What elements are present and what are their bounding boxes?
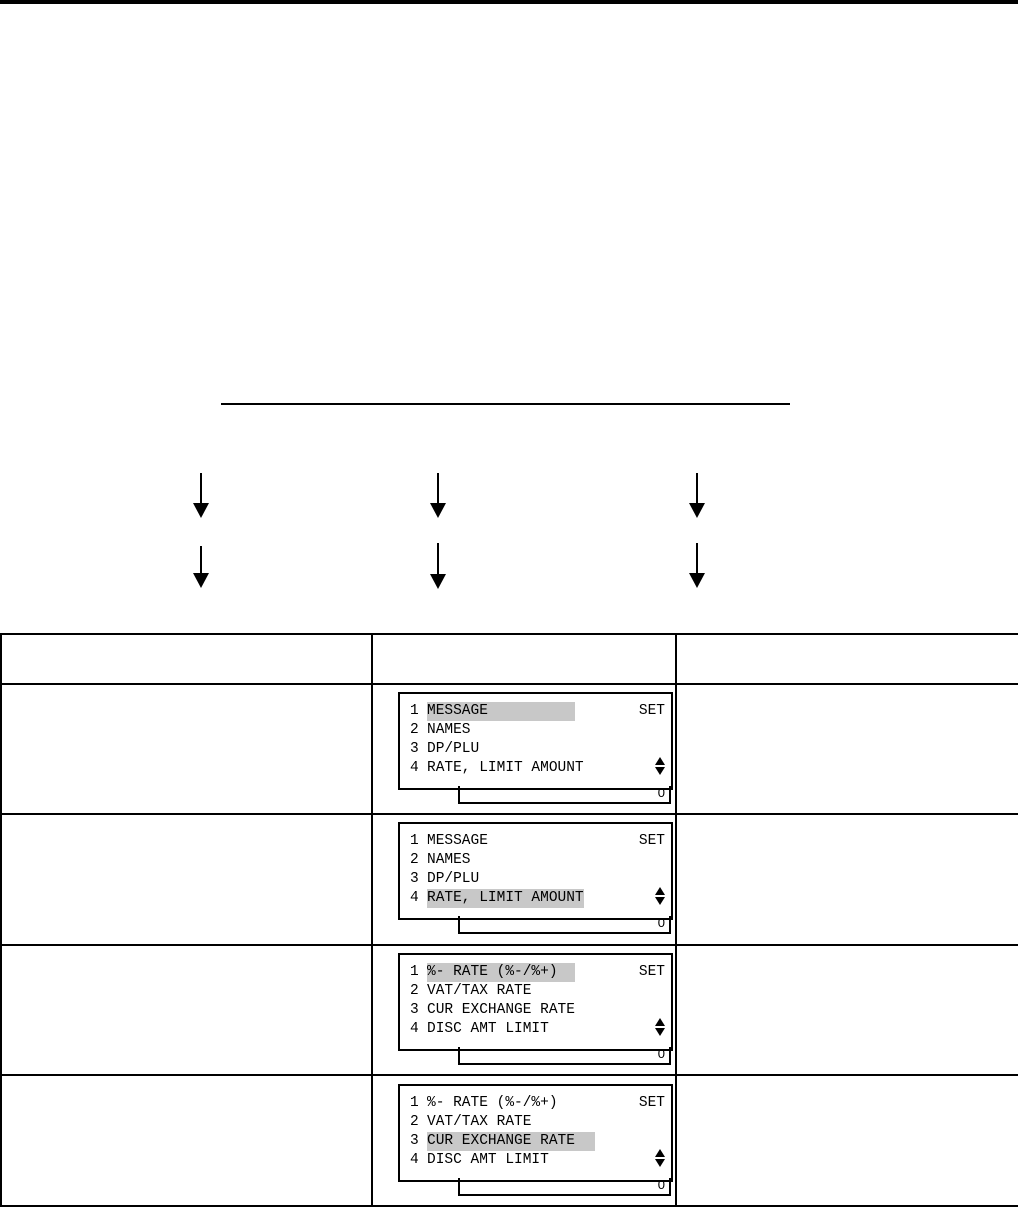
procedure-cell — [1, 684, 372, 815]
lcd-line: 1 %- RATE (%-/%+) — [410, 1094, 558, 1111]
display-cell — [372, 945, 676, 1076]
lcd-line: 3 DP/PLU — [410, 740, 480, 757]
lcd-input-box — [458, 916, 671, 934]
set-label: SET — [638, 1094, 665, 1111]
set-label: SET — [638, 964, 665, 981]
lcd-line: 1 MESSAGE — [410, 702, 575, 721]
procedure-table — [0, 633, 1018, 1207]
lcd-line: 3 CUR EXCHANGE RATE — [410, 1002, 575, 1019]
lcd-line: 2 VAT/TAX RATE — [410, 1113, 532, 1130]
table-header-row — [1, 634, 1018, 684]
set-label: SET — [638, 833, 665, 850]
procedure-cell — [1, 1075, 372, 1206]
lcd-input-box — [458, 786, 671, 804]
down-arrow-icon — [689, 473, 705, 518]
lcd-line: 3 DP/PLU — [410, 871, 480, 888]
section-rule — [221, 403, 790, 405]
lcd-screen — [398, 953, 673, 1051]
lcd-screen — [398, 1084, 673, 1182]
display-cell — [372, 1075, 676, 1206]
lcd-line: 1 MESSAGE — [410, 833, 488, 850]
set-label: SET — [638, 702, 665, 719]
lcd-screen — [398, 822, 673, 920]
down-arrow-icon — [193, 473, 209, 518]
lcd-display — [398, 1084, 673, 1198]
input-count: 0 — [657, 784, 665, 800]
lcd-line: 4 RATE, LIMIT AMOUNT — [410, 890, 584, 907]
display-cell — [372, 814, 676, 945]
header-cell — [676, 634, 1018, 684]
top-rule — [0, 0, 1018, 4]
up-down-scroll-icon — [655, 1018, 665, 1036]
lcd-display — [398, 822, 673, 936]
up-down-scroll-icon — [655, 1149, 665, 1167]
header-cell — [372, 634, 676, 684]
lcd-line: 1 %- RATE (%-/%+) — [410, 963, 575, 982]
procedure-cell — [1, 814, 372, 945]
lcd-screen — [398, 692, 673, 790]
lcd-line: 2 NAMES — [410, 852, 471, 869]
lcd-line: 4 DISC AMT LIMIT — [410, 1151, 549, 1168]
up-down-scroll-icon — [655, 757, 665, 775]
table-row — [1, 1075, 1018, 1206]
header-cell — [1, 634, 372, 684]
description-cell — [676, 684, 1018, 815]
down-arrow-icon — [430, 543, 446, 589]
description-cell — [676, 945, 1018, 1076]
down-arrow-icon — [193, 546, 209, 588]
lcd-line: 4 DISC AMT LIMIT — [410, 1021, 549, 1038]
lcd-line: 3 CUR EXCHANGE RATE — [410, 1132, 595, 1151]
lcd-line: 2 NAMES — [410, 721, 471, 738]
description-cell — [676, 814, 1018, 945]
table-row — [1, 945, 1018, 1076]
lcd-line: 4 RATE, LIMIT AMOUNT — [410, 759, 584, 776]
lcd-display — [398, 953, 673, 1067]
input-count: 0 — [657, 1176, 665, 1192]
lcd-line: 2 VAT/TAX RATE — [410, 983, 532, 1000]
down-arrow-icon — [430, 473, 446, 518]
up-down-scroll-icon — [655, 887, 665, 905]
description-cell — [676, 1075, 1018, 1206]
input-count: 0 — [657, 1046, 665, 1062]
lcd-display — [398, 692, 673, 806]
procedure-cell — [1, 945, 372, 1076]
lcd-input-box — [458, 1047, 671, 1065]
table-row — [1, 814, 1018, 945]
lcd-input-box — [458, 1178, 671, 1196]
down-arrow-icon — [689, 543, 705, 588]
table-row — [1, 684, 1018, 815]
input-count: 0 — [657, 915, 665, 931]
display-cell — [372, 684, 676, 815]
